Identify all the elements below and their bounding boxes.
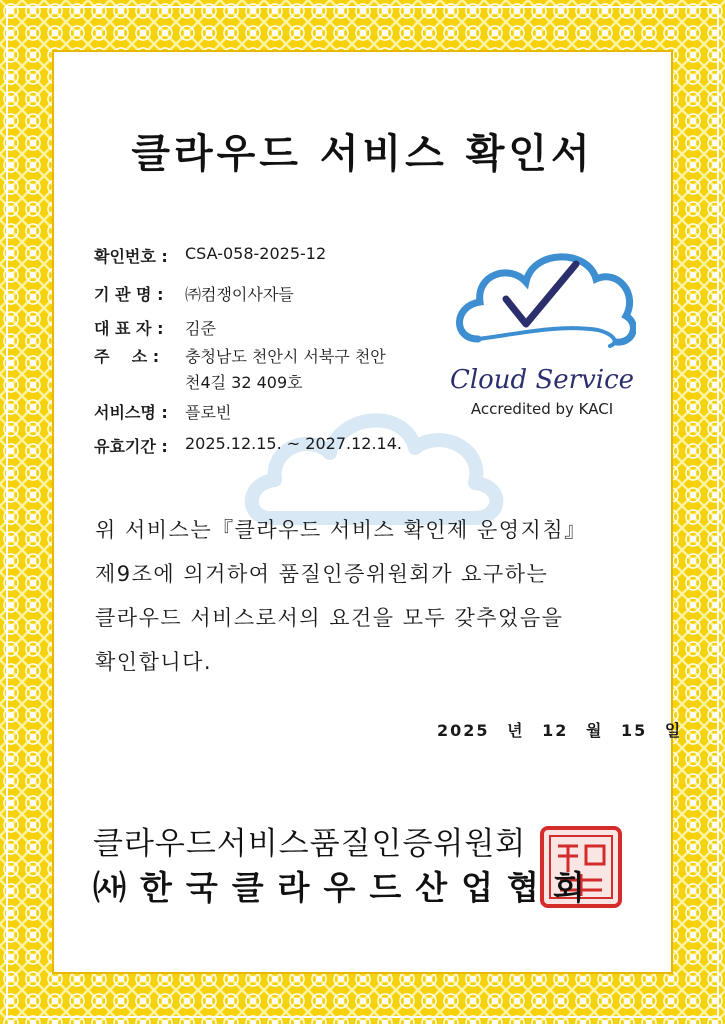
issuer-association: ㈔한국클라우드산업협회	[93, 868, 599, 907]
info-value: CSA-058-2025-12	[185, 244, 327, 263]
issuer-committee: 클라우드서비스품질인증위원회	[93, 826, 527, 862]
certificate-title: 클라우드 서비스 확인서	[131, 131, 594, 177]
body-line: 클라우드 서비스로서의 요건을 모두 갖추었음을	[95, 606, 564, 630]
logo-title: Cloud Service	[449, 365, 635, 395]
date-month-unit: 월	[586, 721, 604, 740]
info-value: 천4길 32 409호	[185, 373, 303, 392]
info-value: ㈜컴쟁이사자들	[185, 285, 294, 304]
date-day-unit: 일	[664, 721, 683, 740]
info-label: 대 표 자 :	[94, 319, 164, 338]
info-label: 유효기간 :	[94, 437, 168, 456]
info-value: 플로빈	[185, 403, 232, 422]
date-day: 15	[621, 721, 648, 740]
body-line: 위 서비스는『클라우드 서비스 확인제 운영지침』	[95, 518, 587, 542]
info-label: 서비스명 :	[94, 403, 168, 422]
date-month: 12	[542, 721, 569, 740]
date-year-unit: 년	[507, 721, 525, 740]
info-value: 2025.12.15. ~ 2027.12.14.	[185, 434, 402, 453]
info-value: 김준	[185, 319, 216, 338]
info-label: 기 관 명 :	[94, 285, 164, 304]
body-line: 제9조에 의거하여 품질인증위원회가 요구하는	[95, 562, 549, 586]
body-line: 확인합니다.	[95, 650, 213, 674]
info-value: 충청남도 천안시 서북구 천안	[185, 347, 386, 366]
issue-date	[437, 718, 692, 741]
cloud-service-logo-icon	[448, 244, 636, 424]
date-year: 2025	[437, 721, 490, 740]
certificate-body	[95, 508, 640, 684]
info-label: 확인번호 :	[94, 247, 168, 266]
info-label: 주 소 :	[94, 347, 160, 366]
logo-subtitle: Accredited by KACI	[470, 400, 614, 418]
